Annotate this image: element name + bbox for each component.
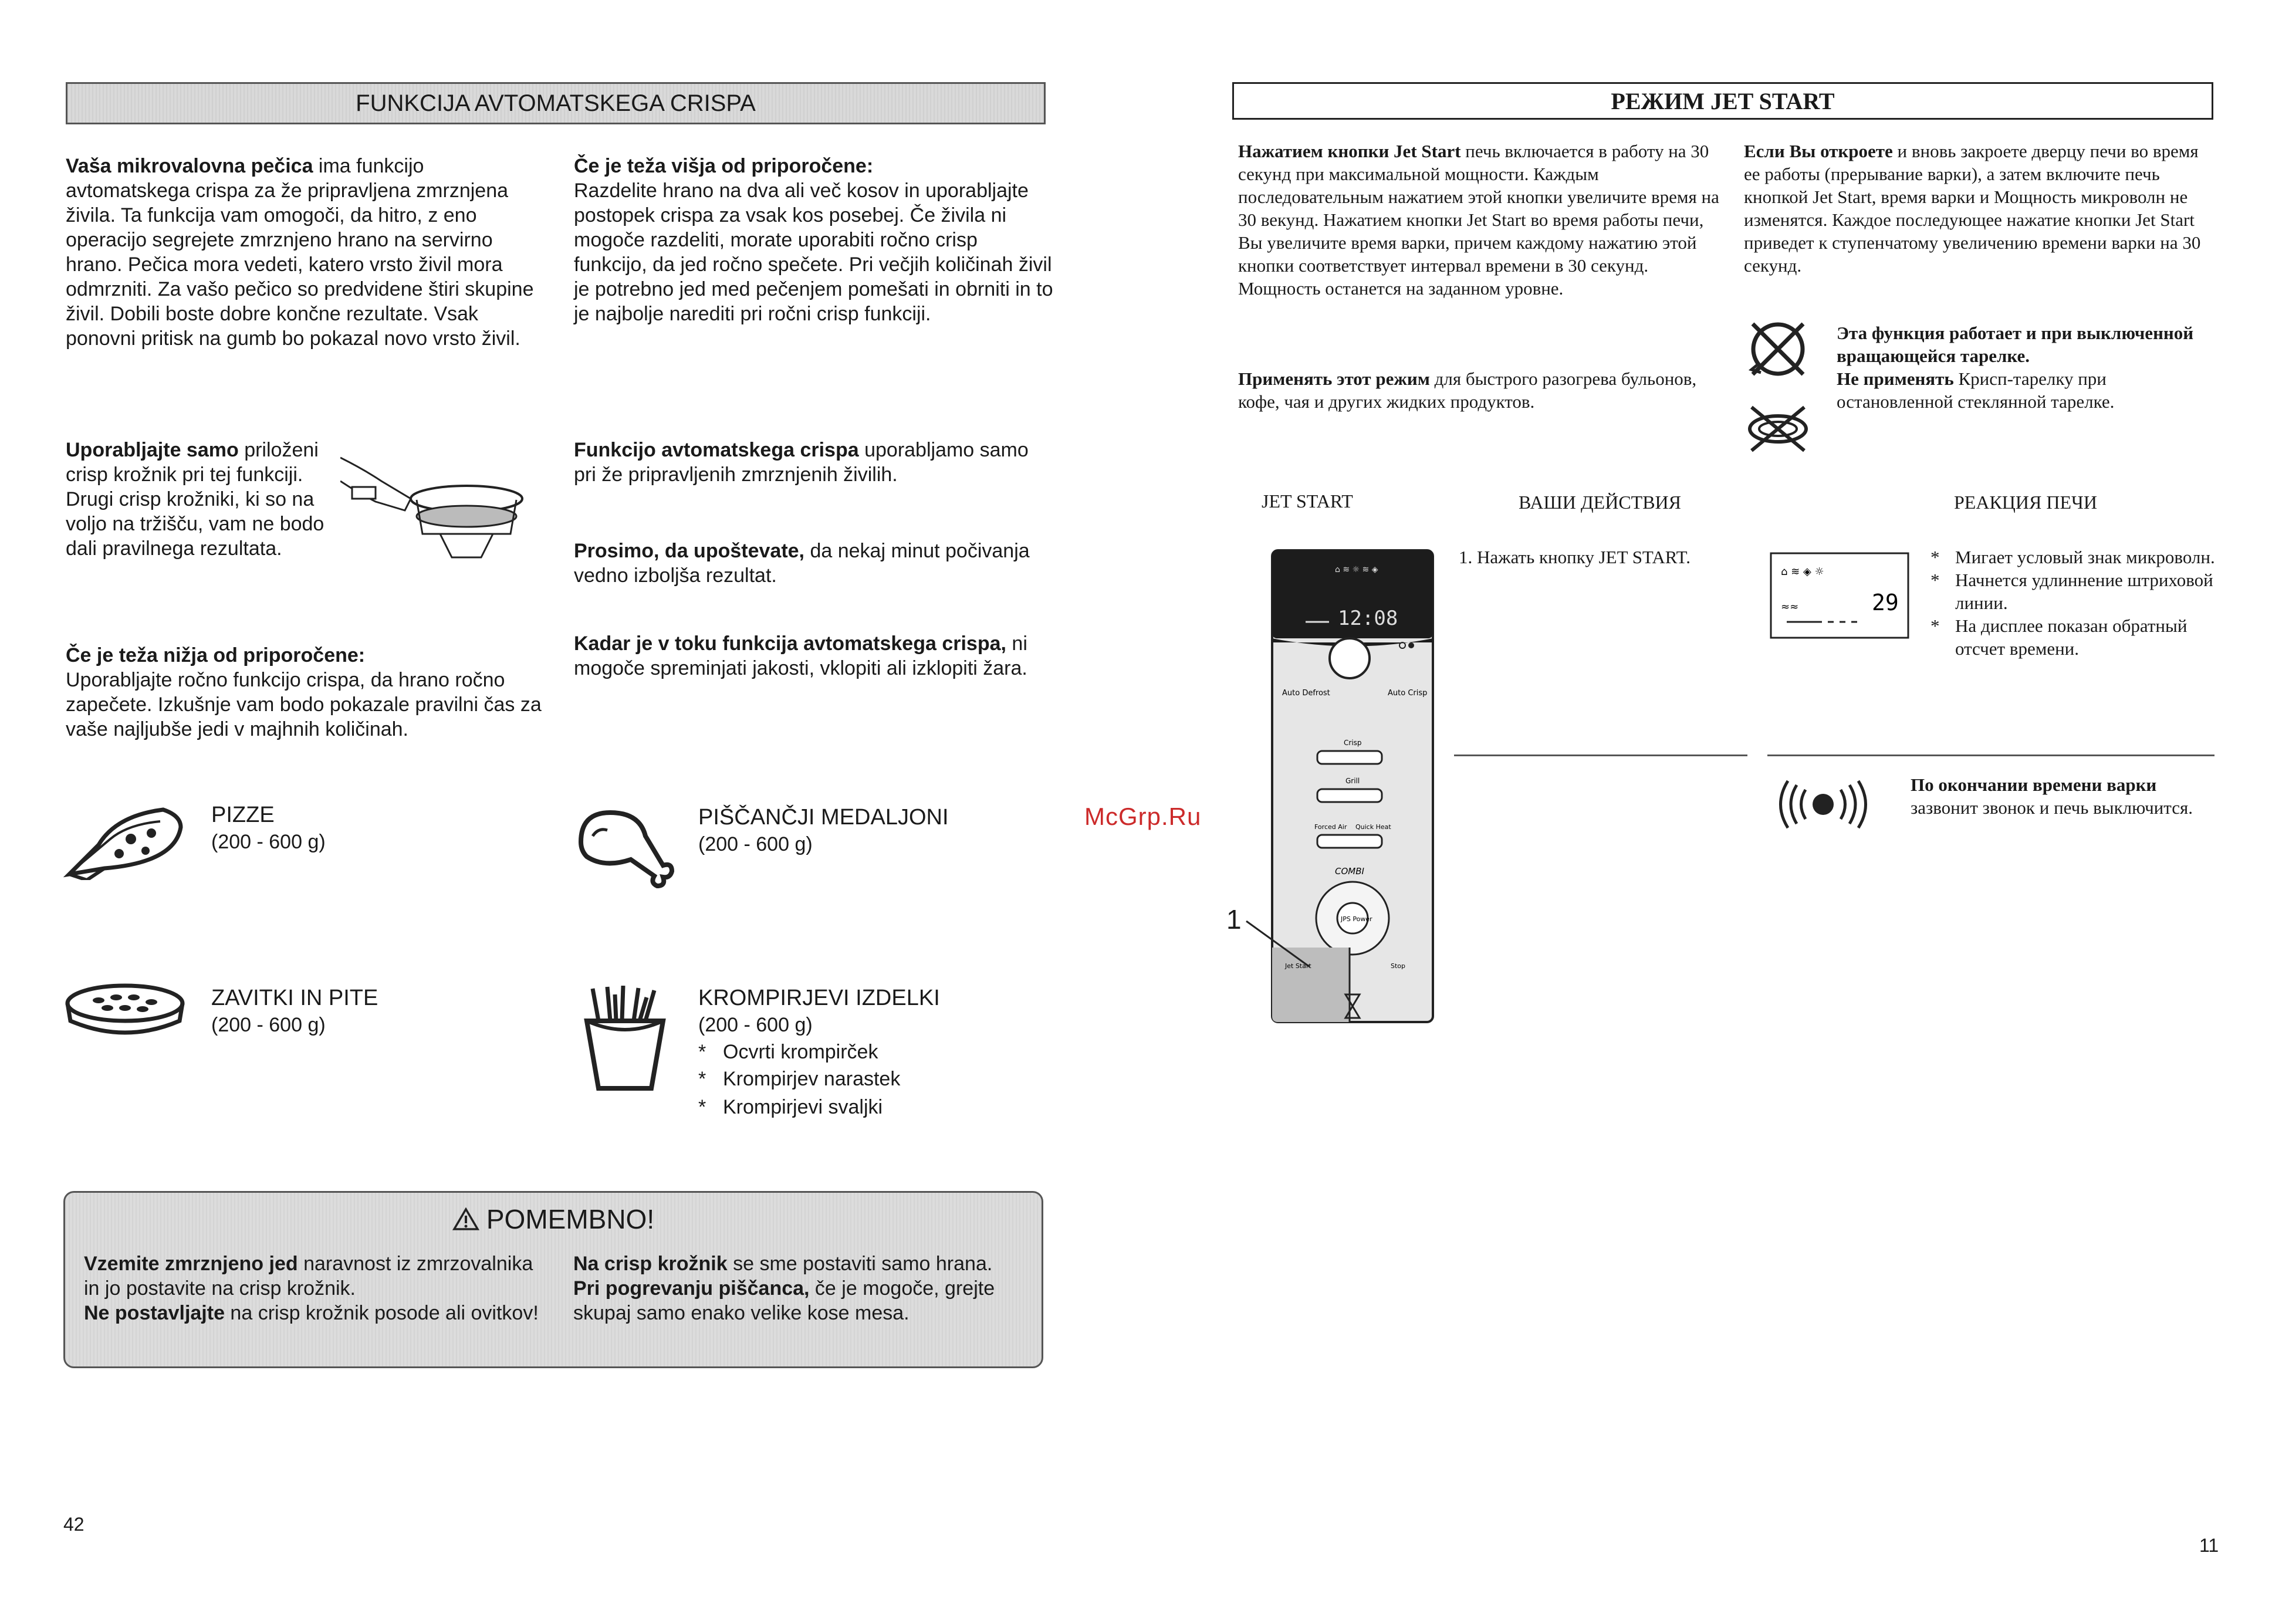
food-name: ZAVITKI IN PITE [211, 986, 378, 1010]
lower-weight-heading: Če je teža nižja od priporočene: [66, 644, 366, 666]
automatic-crisp-paragraph [574, 438, 1055, 487]
intro-paragraph [66, 154, 547, 351]
col-actions: ВАШИ ДЕЙСТВИЯ [1519, 492, 1681, 513]
lower-weight-text: Uporabljajte ročno funkcijo crispa, da hrano ročno zapečete. Izkušnje vam bodo pokazale pravilni čas za vaše najljubše jedi v majhnih količinah. [66, 669, 542, 740]
rest-time-text: da nekaj minut počivanja vedno izboljša rezultat. [574, 540, 1030, 587]
food-pie [211, 984, 378, 1038]
callout-leader [1245, 920, 1316, 973]
intro-bold: Vaša mikrovalovna pečica [66, 155, 313, 177]
crisp-running-paragraph [574, 631, 1055, 681]
svg-text:⌂ ≋ ☼ ≋ ◈: ⌂ ≋ ☼ ≋ ◈ [1335, 565, 1378, 574]
panel-combi: COMBI [1335, 866, 1364, 877]
warning-icon [452, 1207, 479, 1231]
left-page-title-text: FUNKCIJA AVTOMATSKEGA CRISPA [356, 90, 756, 116]
potato-item: * Krompirjevi svaljki [698, 1096, 883, 1118]
food-name: PIŠČANČJI MEDALJONI [698, 805, 949, 830]
display-value: 29 [1872, 590, 1899, 615]
usage-paragraph: Применять этот режим для быстрого разогрева бульонов, кофе, чая и других жидких продуктов. [1238, 368, 1697, 412]
food-weight: (200 - 600 g) [698, 833, 813, 855]
panel-jet-start: Jet Start [1285, 962, 1311, 970]
panel-crisp: Crisp [1344, 739, 1362, 747]
food-potato [698, 984, 940, 1122]
fries-icon [581, 986, 669, 1091]
panel-auto-crisp: Auto Crisp [1388, 689, 1428, 698]
panel-grill: Grill [1345, 777, 1360, 785]
divider [1454, 755, 1747, 756]
important-right-text: Na crisp krožnik se sme postaviti samo hrana. Pri pogrevanju piščanca, če je mogoče, grejte skupaj samo enako velike kose mesa. [573, 1253, 995, 1324]
food-name: KROMPIRJEVI IZDELKI [698, 986, 940, 1010]
crisp-plate-text: priloženi crisp krožnik pri tej funkciji. Drugi crisp krožniki, ki so na voljo na tržišču, vam ne bodo dali pravilnega rezultata. [66, 439, 324, 560]
door-open-paragraph: Если Вы откроете и вновь закроете дверцу печи во время ее работы (прерывание варки), а затем включите печь кнопкой Jet Start, время варки и Мощность микроволн не изменятся. Каждое последующее нажатие кнопки Jet Start приведет к ступенчатому увеличению времени варки на 30 секунд. [1744, 141, 2201, 276]
important-left-text: Vzemite zmrznjeno jed naravnost iz zmrzovalnika in jo postavite na crisp krožnik. Ne postavljajte na crisp krožnik posode ali ovitkov! [84, 1253, 539, 1324]
reaction-item: * Мигает условый знак микроволн. [1930, 547, 2215, 567]
pie-icon [63, 980, 187, 1044]
food-name: PIZZE [211, 803, 275, 827]
food-weight: (200 - 600 g) [698, 1014, 813, 1036]
heavier-weight-text: Razdelite hrano na dva ali več kosov in uporabljajte postopek crispa za vsak kos posebej. Če živila ni mogoče razdeliti, morate uporabiti ročno crisp funkcijo, da jed ročno spečete. Pri večjih količinah živil je potrebno jed med pečenjem pomešati in obrniti in to je najbolje narediti pri ročni crisp funkciji. [574, 180, 1053, 325]
svg-text:⌂ ≋ ◈ ☼: ⌂ ≋ ◈ ☼ [1781, 566, 1824, 578]
reaction-item: * Начнется удлиннение штриховой линии. [1930, 570, 2213, 613]
lower-weight-paragraph [66, 643, 547, 742]
oven-display [1769, 552, 1910, 640]
crisp-running-bold: Kadar je v toku funkcija avtomatskega crispa, [574, 632, 1006, 655]
important-box [63, 1191, 1043, 1368]
reaction-item: * На дисплее показан обратный отсчет времени. [1930, 615, 2188, 659]
important-title-text: POMEMBNO! [486, 1204, 655, 1234]
crisp-plate-paragraph [66, 438, 342, 561]
potato-item: * Krompirjev narastek [698, 1068, 901, 1090]
rest-time-paragraph [574, 539, 1055, 588]
food-pizza [211, 801, 326, 855]
panel-clock: 12:08 [1338, 607, 1398, 630]
intro-text: ima funkcijo avtomatskega crispa za že pripravljena zmrznjena živila. Ta funkcija vam omogoči, da hitro, z eno operacijo segrejete zmrznjeno hrano na servirno hrano. Pečica mora vedeti, katero vrsto živil mora odmrzniti. Za vašo pečico so predvidene štiri skupine živil. Dobili boste dobre končne rezultate. Vsak ponovni pritisk na gumb bo pokazal novo vrsto živil. [66, 155, 534, 350]
step-1: 1. Нажать кнопку JET START. [1459, 547, 1691, 567]
right-page-title-text: РЕЖИМ JET START [1611, 87, 1835, 114]
col-reaction: РЕАКЦИЯ ПЕЧИ [1954, 492, 2097, 513]
panel-auto-defrost: Auto Defrost [1282, 689, 1330, 698]
crisp-plate-stopped-icon [1746, 402, 1810, 455]
reaction-list [1930, 546, 2218, 660]
heavier-weight-heading: Če je teža višja od priporočene: [574, 155, 874, 177]
crisp-plate-illustration [340, 446, 534, 569]
end-note: По окончании времени варки зазвонит звонок и печь выключится. [1911, 774, 2193, 818]
potato-item: * Ocvrti krompirček [698, 1041, 878, 1063]
food-weight: (200 - 600 g) [211, 1014, 326, 1036]
panel-stop: Stop [1391, 962, 1406, 970]
food-chicken [698, 804, 949, 858]
pizza-icon [63, 798, 192, 880]
jet-start-paragraph: Нажатием кнопки Jet Start печь включается в работу на 30 секунд при максимальной мощности. Каждым последовательным нажатием этой кнопки увеличите время на 30 векунд. Нажатием кнопки Jet Start во время работы печи, Вы увеличите время варки, причем каждому нажатию этой кнопки соответствует интервал времени в 30 секунд. Мощность останется на заданном уровне. [1238, 141, 1719, 299]
automatic-crisp-bold: Funkcijo avtomatskega crispa [574, 439, 859, 461]
left-page-title [66, 82, 1046, 124]
important-title [65, 1203, 1042, 1235]
turntable-off-icon [1746, 317, 1810, 381]
right-page-number: 11 [2199, 1535, 2219, 1556]
panel-jps-power: JPS Power [1341, 915, 1372, 923]
chicken-leg-icon [569, 801, 675, 889]
automatic-crisp-text: uporabljamo samo pri že pripravljenih zmrznjenih živilih. [574, 439, 1029, 486]
panel-quick-heat: Quick Heat [1355, 823, 1391, 831]
bell-icon [1773, 778, 1873, 831]
rest-time-bold: Prosimo, da upoštevate, [574, 540, 804, 562]
col-jet-start: JET START [1262, 490, 1353, 512]
callout-number: 1 [1226, 904, 1242, 935]
divider [1767, 755, 2214, 756]
crisp-running-text: ni mogoče spreminjati jakosti, vklopiti ali izklopiti žara. [574, 632, 1027, 679]
turntable-note: Эта функция работает и при выключенной вращающейся тарелке. Не применять Крисп-тарелку при остановленной стеклянной тарелке. [1837, 323, 2194, 412]
panel-forced-air: Forced Air [1314, 823, 1347, 831]
watermark: McGrp.Ru [1084, 803, 1202, 830]
right-page-title [1232, 82, 2213, 120]
heavier-weight-paragraph [574, 154, 1055, 326]
food-weight: (200 - 600 g) [211, 831, 326, 853]
crisp-plate-bold: Uporabljajte samo [66, 439, 239, 461]
left-page-number: 42 [63, 1514, 84, 1535]
svg-text:≈≈: ≈≈ [1781, 601, 1799, 613]
